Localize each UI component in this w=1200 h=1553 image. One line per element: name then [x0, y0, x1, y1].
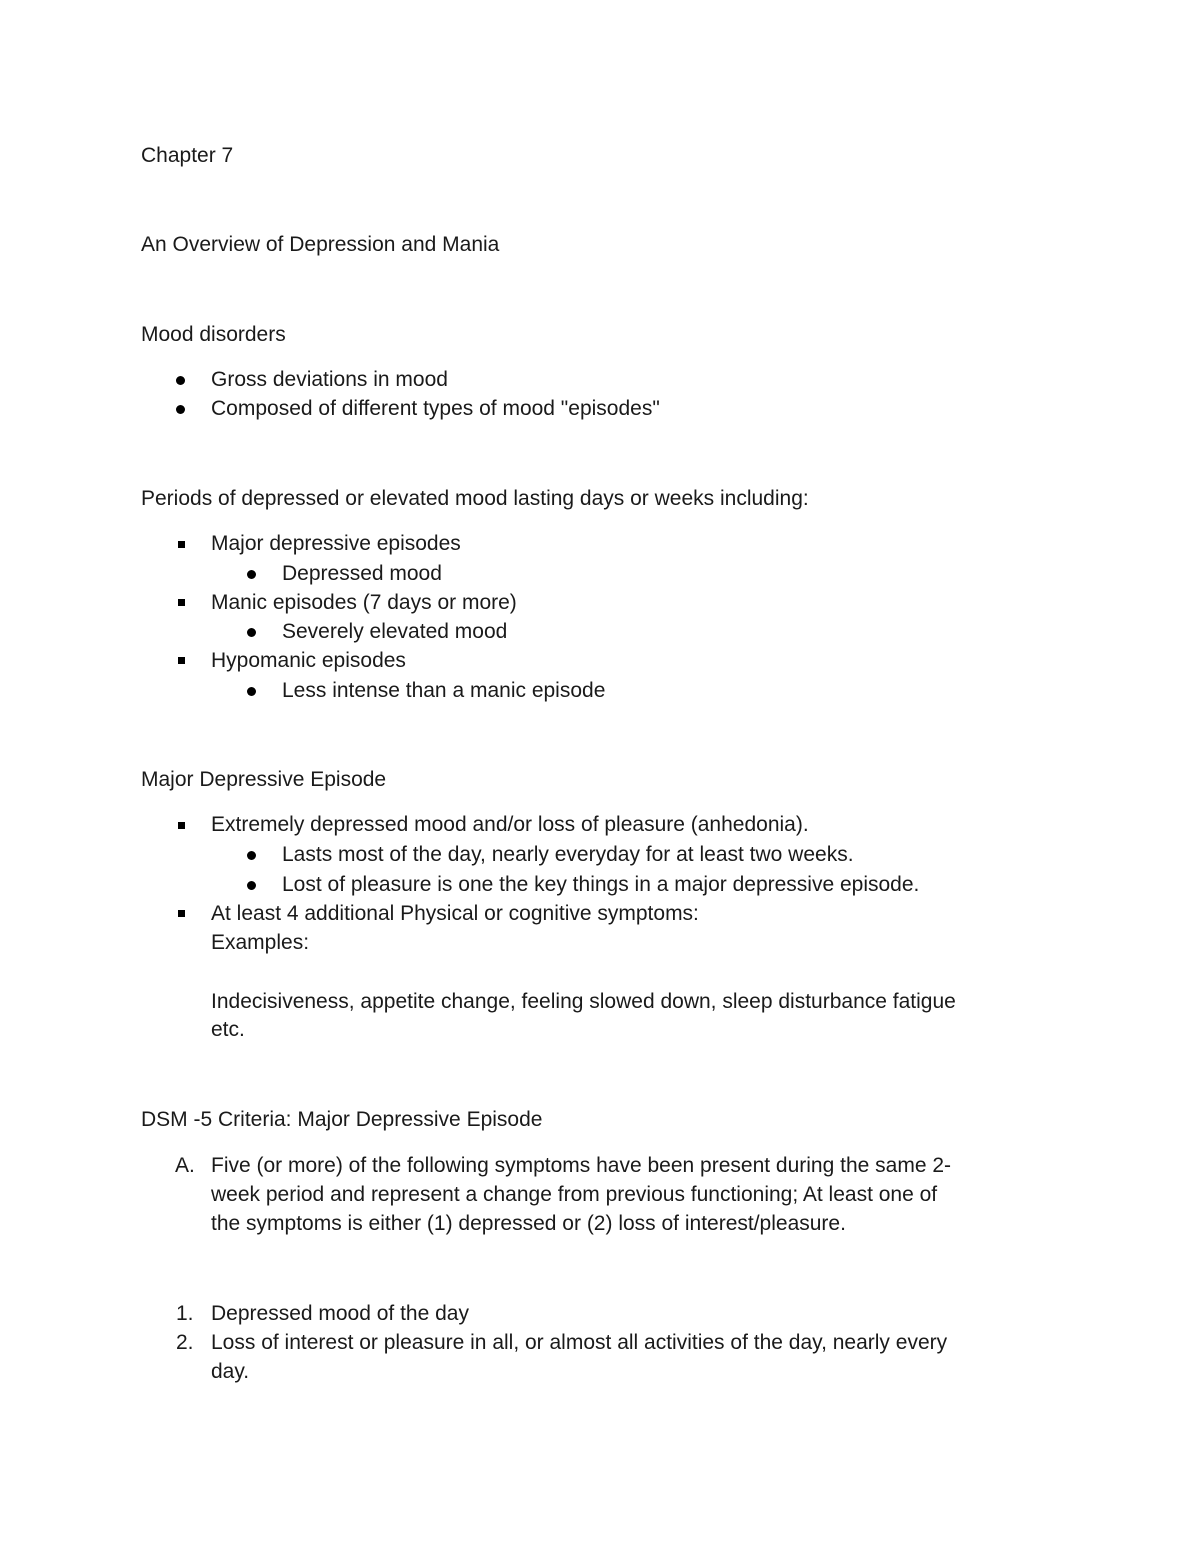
bullet-dot: [247, 570, 256, 579]
list-item: Composed of different types of mood "episodes": [211, 397, 660, 420]
mood-disorders-heading: Mood disorders: [141, 323, 286, 346]
list-subitem: Lost of pleasure is one the key things in a major depressive episode.: [282, 873, 920, 896]
periods-heading: Periods of depressed or elevated mood lasting days or weeks including:: [141, 487, 809, 510]
list-item: Hypomanic episodes: [211, 649, 406, 672]
numbered-item: day.: [211, 1360, 250, 1383]
examples-text: Indecisiveness, appetite change, feeling slowed down, sleep disturbance fatigue: [211, 990, 956, 1013]
list-item: Manic episodes (7 days or more): [211, 591, 517, 614]
list-item: Major depressive episodes: [211, 532, 461, 555]
list-subitem: Depressed mood: [282, 562, 442, 585]
bullet-square: [178, 910, 185, 917]
bullet-square: [178, 657, 185, 664]
list-subitem: Severely elevated mood: [282, 620, 508, 643]
list-subitem: Lasts most of the day, nearly everyday for at least two weeks.: [282, 843, 854, 866]
list-item: Gross deviations in mood: [211, 368, 448, 391]
list-item: At least 4 additional Physical or cognitive symptoms:: [211, 902, 699, 925]
numbered-item: Depressed mood of the day: [211, 1302, 469, 1325]
criterion-text: the symptoms is either (1) depressed or (2) loss of interest/pleasure.: [211, 1212, 846, 1235]
examples-label: Examples:: [211, 931, 310, 954]
overview-title: An Overview of Depression and Mania: [141, 233, 500, 256]
chapter-label: Chapter 7: [141, 144, 234, 167]
dsm-heading: DSM -5 Criteria: Major Depressive Episode: [141, 1108, 543, 1131]
bullet-dot: [247, 687, 256, 696]
bullet-dot: [247, 628, 256, 637]
list-marker: A.: [175, 1154, 195, 1177]
mde-heading: Major Depressive Episode: [141, 768, 387, 791]
numbered-item: Loss of interest or pleasure in all, or almost all activities of the day, nearly every: [211, 1331, 948, 1354]
bullet-dot: [247, 881, 256, 890]
criterion-text: week period and represent a change from previous functioning; At least one of: [211, 1183, 938, 1206]
criterion-text: Five (or more) of the following symptoms have been present during the same 2-: [211, 1154, 952, 1177]
bullet-dot: [176, 376, 185, 385]
list-marker: 1.: [176, 1302, 194, 1325]
bullet-square: [178, 599, 185, 606]
examples-text: etc.: [211, 1018, 245, 1041]
bullet-square: [178, 541, 185, 548]
bullet-dot: [247, 851, 256, 860]
list-marker: 2.: [176, 1331, 194, 1354]
bullet-square: [178, 822, 185, 829]
bullet-dot: [176, 405, 185, 414]
list-subitem: Less intense than a manic episode: [282, 679, 606, 702]
list-item: Extremely depressed mood and/or loss of pleasure (anhedonia).: [211, 813, 809, 836]
